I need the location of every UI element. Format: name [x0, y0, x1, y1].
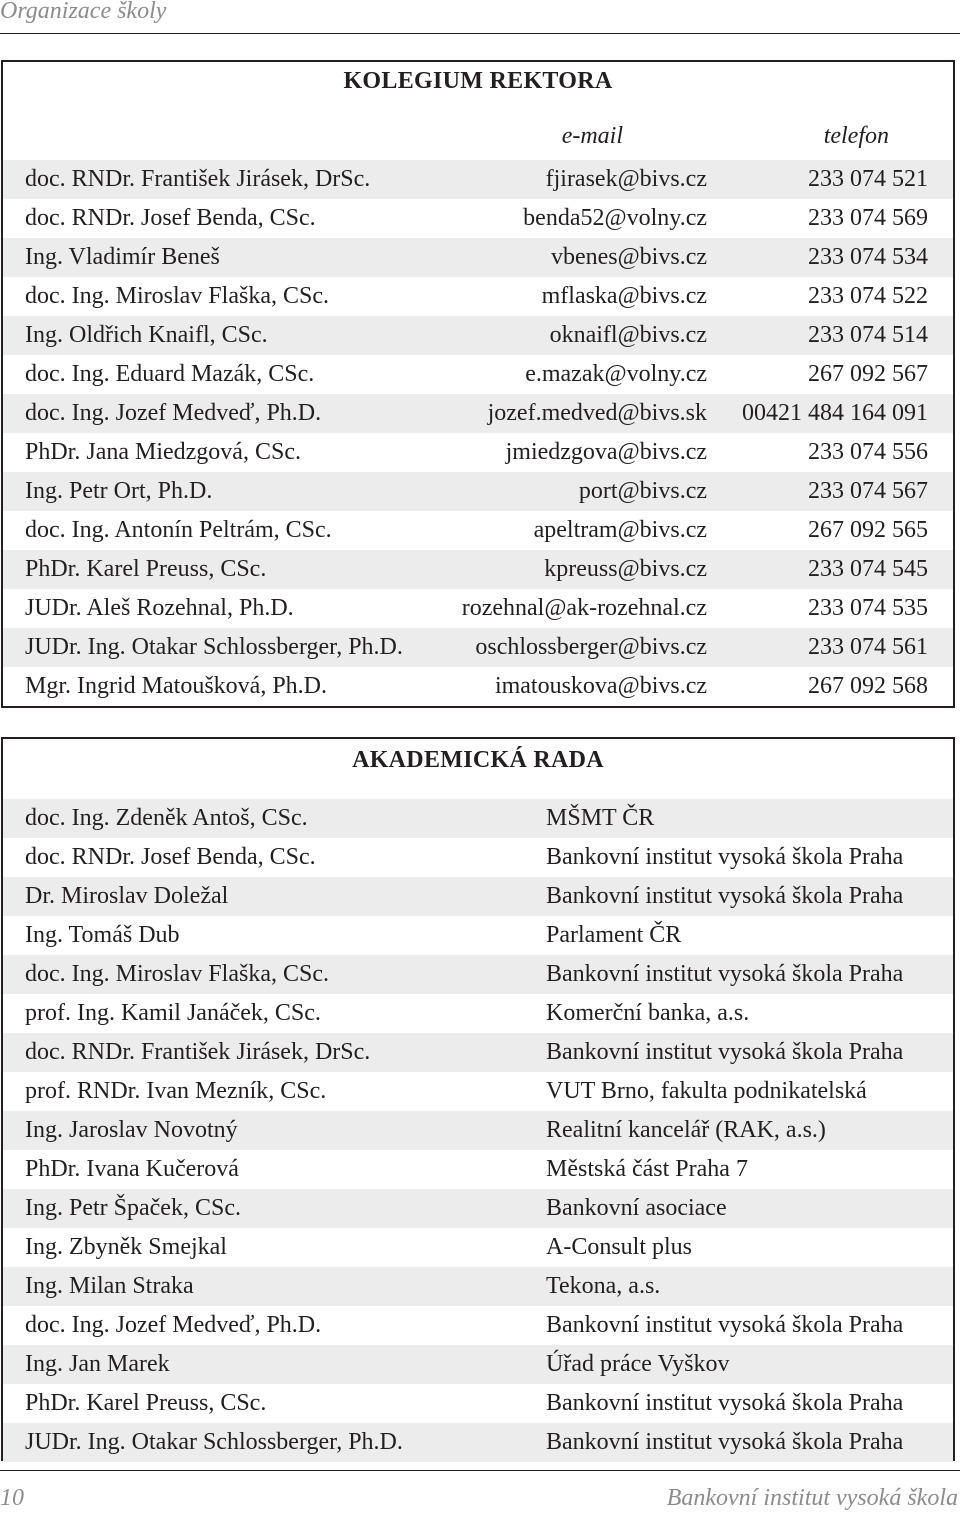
member-name: Ing. Milan Straka	[25, 1273, 194, 1299]
member-organization: A-Consult plus	[546, 1234, 693, 1260]
member-email: benda52@volny.cz	[523, 205, 707, 231]
member-email: vbenes@bivs.cz	[550, 244, 707, 270]
member-phone: 267 092 567	[808, 361, 928, 387]
member-name: Ing. Jaroslav Novotný	[25, 1117, 238, 1143]
kolegium-row	[3, 160, 953, 199]
member-organization: MŠMT ČR	[546, 805, 655, 831]
member-organization: Tekona, a.s.	[546, 1273, 661, 1299]
member-name: prof. RNDr. Ivan Mezník, CSc.	[25, 1078, 327, 1104]
member-name: doc. Ing. Jozef Medveď, Ph.D.	[25, 400, 322, 426]
member-name: doc. RNDr. František Jirásek, DrSc.	[25, 166, 371, 192]
member-email: fjirasek@bivs.cz	[545, 166, 707, 192]
member-email: kpreuss@bivs.cz	[544, 556, 707, 582]
footer-divider	[0, 1470, 960, 1471]
rada-row	[3, 1189, 953, 1228]
member-name: PhDr. Karel Preuss, CSc.	[25, 1390, 267, 1416]
rada-row	[3, 955, 953, 994]
member-name: Dr. Miroslav Doležal	[25, 883, 229, 909]
member-email: apeltram@bivs.cz	[533, 517, 707, 543]
rada-row	[3, 838, 953, 877]
member-name: Ing. Oldřich Knaifl, CSc.	[25, 322, 268, 348]
member-name: Ing. Jan Marek	[25, 1351, 170, 1377]
kolegium-row	[3, 433, 953, 472]
footer-publisher: Bankovní institut vysoká škola	[666, 1485, 958, 1511]
rada-row	[3, 1345, 953, 1384]
kolegium-rektora-section	[1, 60, 955, 708]
member-phone: 233 074 556	[808, 439, 928, 465]
member-name: PhDr. Ivana Kučerová	[25, 1156, 239, 1182]
member-name: doc. Ing. Jozef Medveď, Ph.D.	[25, 1312, 322, 1338]
rada-row	[3, 1423, 953, 1462]
member-phone: 233 074 569	[808, 205, 928, 231]
member-email: oknaifl@bivs.cz	[549, 322, 707, 348]
member-name: doc. Ing. Antonín Peltrám, CSc.	[25, 517, 332, 543]
member-name: doc. RNDr. Josef Benda, CSc.	[25, 844, 316, 870]
rada-row	[3, 916, 953, 955]
member-organization: Parlament ČR	[546, 922, 682, 948]
kolegium-row	[3, 199, 953, 238]
kolegium-row	[3, 394, 953, 433]
member-organization: Bankovní institut vysoká škola Praha	[546, 883, 904, 909]
rada-list	[3, 799, 953, 1462]
page-header-title: Organizace školy	[0, 0, 167, 24]
member-organization: Bankovní institut vysoká škola Praha	[546, 1390, 904, 1416]
member-email: mflaska@bivs.cz	[541, 283, 707, 309]
member-name: Ing. Petr Špaček, CSc.	[25, 1195, 241, 1221]
member-name: JUDr. Aleš Rozehnal, Ph.D.	[25, 595, 294, 621]
member-name: doc. RNDr. František Jirásek, DrSc.	[25, 1039, 371, 1065]
rada-title: AKADEMICKÁ RADA	[352, 747, 604, 773]
phone-column-header: telefon	[823, 123, 889, 149]
member-phone: 233 074 521	[808, 166, 928, 192]
member-organization: Bankovní institut vysoká škola Praha	[546, 1429, 904, 1455]
member-email: oschlossberger@bivs.cz	[475, 634, 707, 660]
kolegium-row	[3, 472, 953, 511]
kolegium-title: KOLEGIUM REKTORA	[343, 68, 613, 94]
header-divider	[0, 33, 960, 34]
member-organization: Realitní kancelář (RAK, a.s.)	[546, 1117, 826, 1143]
member-phone: 233 074 514	[808, 322, 928, 348]
member-name: JUDr. Ing. Otakar Schlossberger, Ph.D.	[25, 634, 403, 660]
member-phone: 267 092 568	[808, 673, 928, 699]
member-name: PhDr. Karel Preuss, CSc.	[25, 556, 267, 582]
rada-row	[3, 994, 953, 1033]
member-name: doc. Ing. Miroslav Flaška, CSc.	[25, 961, 329, 987]
rada-row	[3, 1033, 953, 1072]
member-organization: Bankovní institut vysoká škola Praha	[546, 1039, 904, 1065]
kolegium-row	[3, 511, 953, 550]
member-name: doc. RNDr. Josef Benda, CSc.	[25, 205, 316, 231]
rada-row	[3, 1267, 953, 1306]
member-name: doc. Ing. Zdeněk Antoš, CSc.	[25, 805, 308, 831]
member-name: PhDr. Jana Miedzgová, CSc.	[25, 439, 301, 465]
rada-row	[3, 1384, 953, 1423]
member-phone: 233 074 534	[808, 244, 928, 270]
kolegium-list	[3, 160, 953, 706]
member-organization: Bankovní institut vysoká škola Praha	[546, 1312, 904, 1338]
kolegium-row	[3, 628, 953, 667]
kolegium-row	[3, 277, 953, 316]
email-column-header: e-mail	[561, 123, 623, 149]
member-email: jmiedzgova@bivs.cz	[505, 439, 707, 465]
member-name: prof. Ing. Kamil Janáček, CSc.	[25, 1000, 321, 1026]
member-name: Ing. Vladimír Beneš	[25, 244, 220, 270]
kolegium-row	[3, 589, 953, 628]
member-organization: VUT Brno, fakulta podnikatelská	[546, 1078, 867, 1104]
member-email: jozef.medved@bivs.sk	[487, 400, 707, 426]
rada-row	[3, 1111, 953, 1150]
member-name: Mgr. Ingrid Matoušková, Ph.D.	[25, 673, 327, 699]
kolegium-row	[3, 667, 953, 706]
member-phone: 233 074 545	[808, 556, 928, 582]
member-name: doc. Ing. Eduard Mazák, CSc.	[25, 361, 315, 387]
member-organization: Komerční banka, a.s.	[546, 1000, 750, 1026]
member-phone: 233 074 561	[808, 634, 928, 660]
rada-row	[3, 877, 953, 916]
member-organization: Úřad práce Vyškov	[546, 1351, 730, 1377]
member-name: Ing. Petr Ort, Ph.D.	[25, 478, 213, 504]
member-phone: 233 074 567	[808, 478, 928, 504]
member-email: e.mazak@volny.cz	[525, 361, 707, 387]
akademicka-rada-section	[1, 737, 955, 1461]
member-name: Ing. Tomáš Dub	[25, 922, 180, 948]
member-phone: 267 092 565	[808, 517, 928, 543]
member-phone: 00421 484 164 091	[742, 400, 928, 426]
kolegium-row	[3, 316, 953, 355]
rada-row	[3, 1072, 953, 1111]
member-organization: Městská část Praha 7	[546, 1156, 748, 1182]
kolegium-row	[3, 355, 953, 394]
rada-row	[3, 1228, 953, 1267]
member-name: doc. Ing. Miroslav Flaška, CSc.	[25, 283, 329, 309]
kolegium-row	[3, 550, 953, 589]
member-organization: Bankovní asociace	[546, 1195, 727, 1221]
member-email: rozehnal@ak-rozehnal.cz	[461, 595, 707, 621]
member-phone: 233 074 522	[808, 283, 928, 309]
rada-row	[3, 799, 953, 838]
member-organization: Bankovní institut vysoká škola Praha	[546, 961, 904, 987]
member-phone: 233 074 535	[808, 595, 928, 621]
member-organization: Bankovní institut vysoká škola Praha	[546, 844, 904, 870]
rada-row	[3, 1306, 953, 1345]
kolegium-row	[3, 238, 953, 277]
member-name: Ing. Zbyněk Smejkal	[25, 1234, 227, 1260]
member-email: port@bivs.cz	[578, 478, 707, 504]
member-email: imatouskova@bivs.cz	[494, 673, 707, 699]
member-name: JUDr. Ing. Otakar Schlossberger, Ph.D.	[25, 1429, 403, 1455]
rada-row	[3, 1150, 953, 1189]
page-number: 10	[0, 1485, 24, 1511]
